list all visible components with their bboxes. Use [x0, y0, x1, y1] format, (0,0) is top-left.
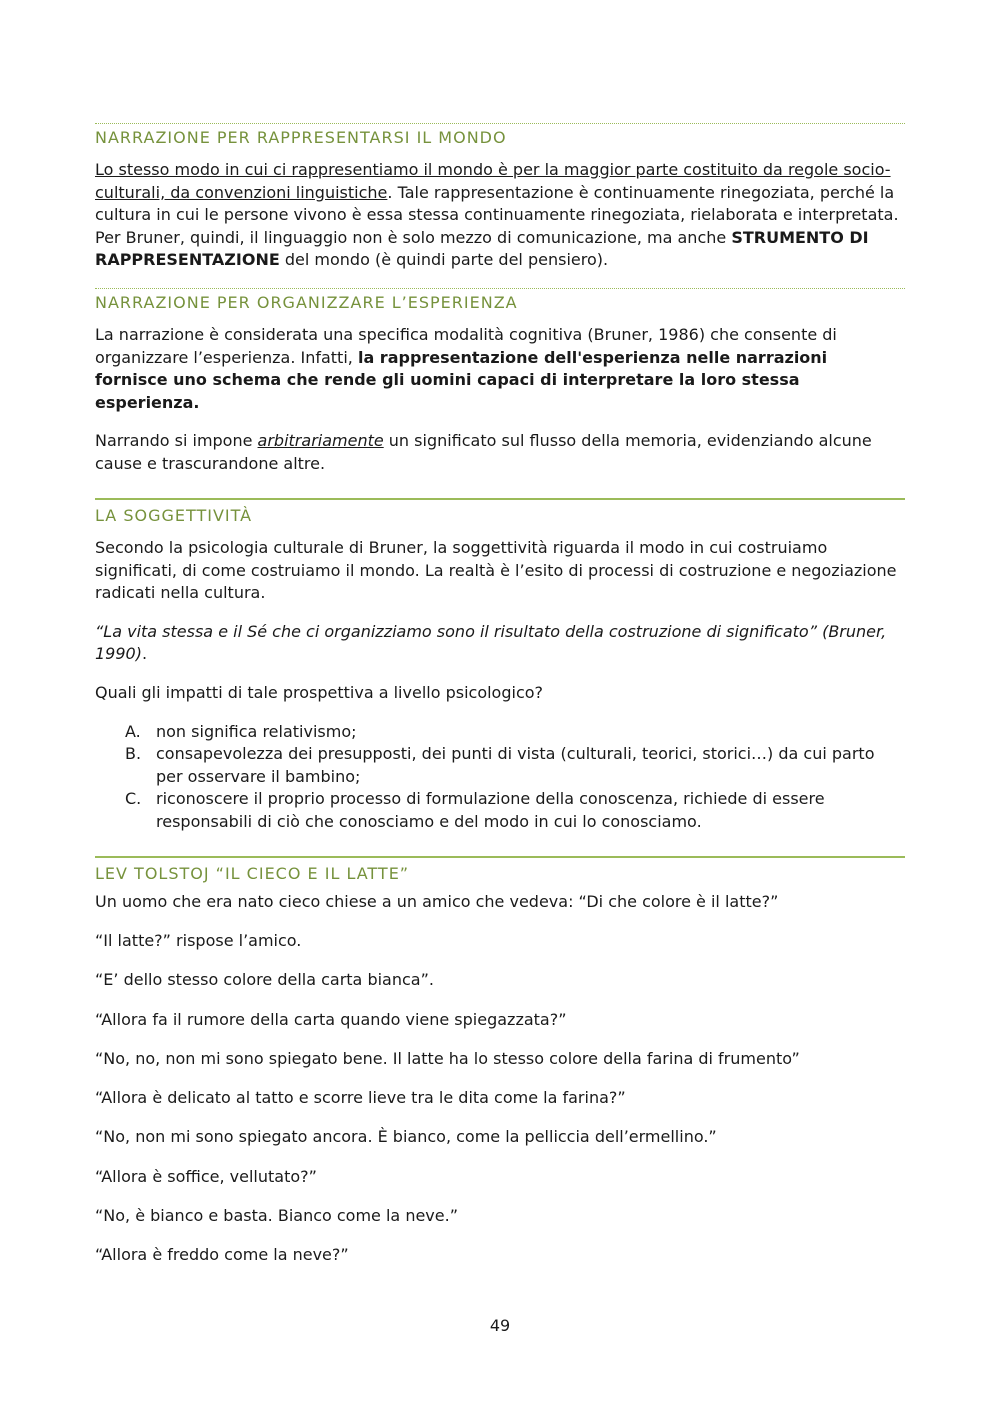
list-marker: A.	[125, 721, 141, 741]
question: Quali gli impatti di tale prospettiva a livello psicologico?	[95, 682, 544, 702]
list-item-text: consapevolezza dei presupposti, dei punti di vista (culturali, teorici, storici…) da cui parto per osservare il bambino;	[156, 744, 875, 786]
list-item	[95, 721, 905, 744]
emphasized-text: arbitrariamente	[257, 431, 384, 451]
section-tolstoj	[95, 856, 905, 884]
dialogue-line: “Allora fa il rumore della carta quando viene spiegazzata?”	[95, 1010, 567, 1029]
dialogue-line: “No, no, non mi sono spiegato bene. Il latte ha lo stesso colore della farina di frumento”	[95, 1049, 800, 1068]
dialogue-line: “E’ dello stesso colore della carta bianca”.	[95, 970, 434, 989]
list-item-text: non significa relativismo;	[156, 721, 357, 741]
page-number: 49	[489, 1316, 511, 1335]
text: . Tale rappresentazione è continuamente rinegoziata, perché la cultura in cui le persone vivono è essa stessa continuamente rinegoziata, rielaborata e interpretata. Per Bruner, quindi, il linguaggio non è solo mezzo di comunicazione, ma anche	[95, 182, 899, 247]
section-divider	[95, 856, 905, 858]
section-heading: LEV TOLSTOJ “IL CIECO E IL LATTE”	[95, 864, 410, 883]
dialogue-line: “Il latte?” rispose l’amico.	[95, 931, 302, 950]
paragraph	[95, 430, 905, 475]
dialogue-line: Un uomo che era nato cieco chiese a un amico che vedeva: “Di che colore è il latte?”	[95, 892, 779, 911]
impacts-list	[95, 721, 905, 834]
dialogue-line: “Allora è freddo come la neve?”	[95, 1245, 349, 1264]
text: .	[141, 644, 148, 664]
section-divider	[95, 123, 905, 124]
section-heading: LA SOGGETTIVITÀ	[95, 506, 253, 525]
list-item	[95, 743, 905, 788]
quote-text: “La vita stessa e il Sé che ci organizziamo sono il risultato della costruzione di significato” (Bruner, 1990)	[95, 621, 887, 664]
section-mondo	[95, 123, 905, 272]
dialogue-line: “No, non mi sono spiegato ancora. È bianco, come la pelliccia dell’ermellino.”	[95, 1127, 717, 1146]
dialogue-line: “Allora è soffice, vellutato?”	[95, 1167, 317, 1186]
text: Narrando si impone	[95, 431, 258, 451]
text: La narrazione è considerata una specifica modalità cognitiva (Bruner, 1986) che consente di organizzare l’esperienza. Infatti,	[95, 325, 837, 367]
text: del mondo (è quindi parte del pensiero).	[279, 250, 609, 270]
list-item-text: riconoscere il proprio processo di formulazione della conoscenza, richiede di essere responsabili di ciò che conosciamo e del modo in cui lo conosciamo.	[156, 789, 825, 831]
section-esperienza	[95, 288, 905, 476]
list-item	[95, 788, 905, 833]
list-marker: C.	[125, 789, 142, 809]
dialogue-line: “Allora è delicato al tatto e scorre lieve tra le dita come la farina?”	[95, 1088, 626, 1107]
section-divider	[95, 498, 905, 500]
underlined-text: Lo stesso modo in cui ci rappresentiamo il mondo è per la maggior parte costituito da regole socio-culturali, da convenzioni linguistiche	[95, 160, 891, 202]
section-divider	[95, 288, 905, 289]
quote	[95, 621, 905, 666]
bold-text: la rappresentazione dell'esperienza nelle narrazioni fornisce uno schema che rende gli uomini capaci di interpretare la loro stessa esperienza.	[95, 347, 828, 412]
paragraph	[95, 159, 905, 272]
section-soggettivita	[95, 498, 905, 834]
list-marker: B.	[125, 744, 142, 764]
text: un significato sul flusso della memoria, evidenziando alcune cause e trascurandone altre.	[95, 431, 872, 473]
section-heading: NARRAZIONE PER RAPPRESENTARSI IL MONDO	[95, 128, 507, 147]
paragraph	[95, 324, 905, 414]
paragraph: Secondo la psicologia culturale di Bruner, la soggettività riguarda il modo in cui costruiamo significati, di come costruiamo il mondo. La realtà è l’esito di processi di costruzione e negoziazione radicati nella cultura.	[95, 538, 897, 603]
bold-text: STRUMENTO DI RAPPRESENTAZIONE	[95, 227, 869, 270]
dialogue-line: “No, è bianco e basta. Bianco come la neve.”	[95, 1206, 458, 1225]
section-heading: NARRAZIONE PER ORGANIZZARE L’ESPERIENZA	[95, 293, 518, 312]
